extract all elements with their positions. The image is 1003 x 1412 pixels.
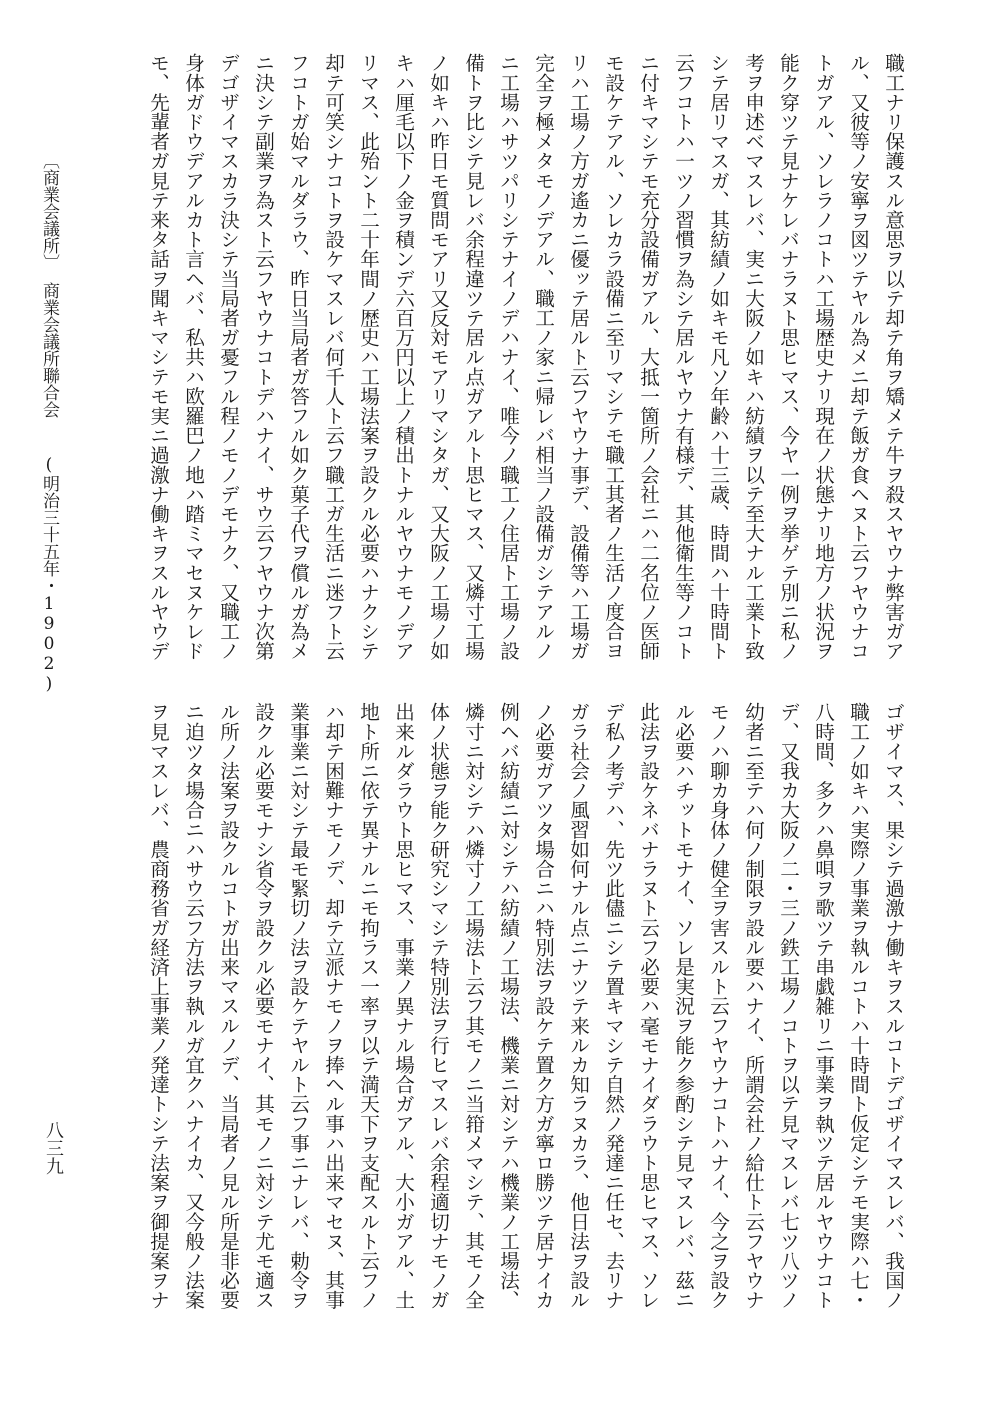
text-column: 完全ヲ極メタモノデアル、職工ノ家ニ帰レバ相当ノ設備ガシテアルノ [531, 53, 555, 661]
text-column: キハ厘毛以下ノ金ヲ積ンデ六百万円以上ノ積出トナルヤウナモノデア [391, 53, 415, 661]
text-column: フコトガ始マルダラウ、昨日当局者ガ答フル如ク菓子代ヲ償ルガ為メ [286, 53, 310, 661]
text-column: ル所ノ法案ヲ設クルコトガ出来マスルノデ、当局者ノ見ル所是非必要 [216, 702, 240, 1310]
text-column: モ、先輩者ガ見テ来タ話ヲ聞キマシテモ実ニ過激ナ働キヲスルヤウデ [146, 53, 170, 661]
running-header-era: (明治三十五年・1902) [39, 455, 59, 694]
text-column: 八時間、多クハ鼻唄ヲ歌ツテ串戯雑リニ事業ヲ執ツテ居ルヤウナコト [811, 702, 835, 1310]
text-column: シテ居リマスガ、其紡績ノ如キモ凡ソ年齢ハ十三歳、時間ハ十時間ト [706, 53, 730, 661]
text-column: 能ク穿ツテ見ナケレバナラヌト思ヒマス、今ヤ一例ヲ挙ゲテ別ニ私ノ [776, 53, 800, 661]
text-column: デ私ノ考デハ、先ツ此儘ニシテ置キマシテ自然ノ発達ニ任セ、去リナ [601, 702, 625, 1310]
text-column: ニ迫ツタ場合ニハサウ云フ方法ヲ執ルガ宜クハナイカ、又今般ノ法案 [181, 702, 205, 1310]
text-column: ニ付キマシテモ充分設備ガアル、大抵一箇所ノ会社ニハ二名位ノ医師 [636, 53, 660, 661]
text-column: 職工ナリ保護スル意思ヲ以テ却テ角ヲ矯メテ牛ヲ殺スヤウナ弊害ガア [881, 53, 905, 661]
text-column: ル必要ハチットモナイ、ソレ是実況ヲ能ク参酌シテ見マスレバ、茲ニ [671, 702, 695, 1310]
text-column: ガラ社会ノ風習如何ナル点ニナツテ来ルカ知ラヌカラ、他日法ヲ設ル [566, 702, 590, 1310]
text-column: 身体ガドウデアルカト言ヘバ、私共ハ欧羅巴ノ地ハ踏ミマセヌケレド [181, 53, 205, 661]
text-column: 体ノ状態ヲ能ク研究シマシテ特別法ヲ行ヒマスレバ余程適切ナモノガ [426, 702, 450, 1310]
text-column: 地ト所ニ依テ異ナルニモ拘ラス一率ヲ以テ満天下ヲ支配スルト云フノ [356, 702, 380, 1310]
text-column: 幼者ニ至テハ何ノ制限ヲ設ル要ハナイ、所謂会社ノ給仕ト云フヤウナ [741, 702, 765, 1310]
text-column: ノ如キハ昨日モ質問モアリ又反対モアリマシタガ、又大阪ノ工場ノ如 [426, 53, 450, 661]
text-column: リマス、此殆ント二十年間ノ歴史ハ工場法案ヲ設クル必要ハナクシテ [356, 53, 380, 661]
text-column: ヲ見マスレバ、農商務省ガ経済上事業ノ発達トシテ法案ヲ御提案ヲナ [146, 702, 170, 1310]
text-column: モノハ聊カ身体ノ健全ヲ害スルト云フヤウナコトハナイ、今之ヲ設ク [706, 702, 730, 1310]
text-column: ノ必要ガアツタ場合ニハ特別法ヲ設ケテ置ク方ガ寧ロ勝ツテ居ナイカ [531, 702, 555, 1310]
running-header-section-label: 〔商業会議所〕 [39, 152, 59, 271]
text-column: デゴザイマスカラ決シテ当局者ガ憂フル程ノモノデモナク、又職工ノ [216, 53, 240, 661]
text-column: 設クル必要モナシ省令ヲ設クル必要モナイ、其モノニ対シテ尤モ適ス [251, 702, 275, 1310]
text-column: ニ決シテ副業ヲ為スト云フヤウナコトデハナイ、サウ云フヤウナ次第 [251, 53, 275, 661]
text-column: ル、又彼等ノ安寧ヲ図ツテヤル為メニ却テ飯ガ食ヘヌト云フヤウナコ [846, 53, 870, 661]
text-column: 備トヲ比シテ見レバ余程違ツテ居ル点ガアルト思ヒマス、又燐寸工場 [461, 53, 485, 661]
text-column: 例ヘバ紡績ニ対シテハ紡績ノ工場法、機業ニ対シテハ機業ノ工場法、 [496, 702, 520, 1310]
text-column: トガアル、ソレラノコトハ工場歴史ナリ現在ノ状態ナリ地方ノ状況ヲ [811, 53, 835, 661]
text-column: 云フコトハ一ツノ習慣ヲ為シテ居ルヤウナ有様デ、其他衛生等ノコト [671, 53, 695, 661]
text-column: 職工ノ如キハ実際ノ事業ヲ執ルコトハ十時間ト仮定シテモ実際ハ七・ [846, 702, 870, 1310]
text-column: 燐寸ニ対シテハ燐寸ノ工場法ト云フ其モノニ当箝メマシテ、其モノ全 [461, 702, 485, 1310]
text-column: 却テ可笑シナコトヲ設ケマスレバ何千人ト云フ職工ガ生活ニ迷フト云 [321, 53, 345, 661]
text-column: ハ却テ困難ナモノデ、却テ立派ナモノヲ捧ヘル事ハ出来マセヌ、其事 [321, 702, 345, 1310]
text-column: 考ヲ申述ベマスレバ、実ニ大阪ノ如キハ紡績ヲ以テ至大ナル工業ト致 [741, 53, 765, 661]
text-column: リハ工場ノ方ガ遙カニ優ッテ居ルト云フヤウナ事デ、設備等ハ工場ガ [566, 53, 590, 661]
text-column: ゴザイマス、果シテ過激ナ働キヲスルコトデゴザイマスレバ、我国ノ [881, 702, 905, 1310]
text-column: 出来ルダラウト思ヒマス、事業ノ異ナル場合ガアル、大小ガアル、土 [391, 702, 415, 1310]
text-column: 業事業ニ対シテ最モ緊切ノ法ヲ設ケテヤルト云フ事ニナレバ、勅令ヲ [286, 702, 310, 1310]
text-column: モ設ケテアル、ソレカラ設備ニ至リマシテモ職工其者ノ生活ノ度合ヨ [601, 53, 625, 661]
text-column: 此法ヲ設ケネバナラヌト云フ必要ハ毫モナイダラウト思ヒマス、ソレ [636, 702, 660, 1310]
running-header-title: 商業会議所聯合会 [39, 282, 59, 418]
text-column: ニ工場ハサツパリシテナイノデハナイ、唯今ノ職工ノ住居ト工場ノ設 [496, 53, 520, 661]
text-column: デ、又我カ大阪ノ二・三ノ鉄工場ノコトヲ以テ見マスレバ七ツ八ツノ [776, 702, 800, 1310]
page-number: 八三九 [43, 1121, 64, 1175]
